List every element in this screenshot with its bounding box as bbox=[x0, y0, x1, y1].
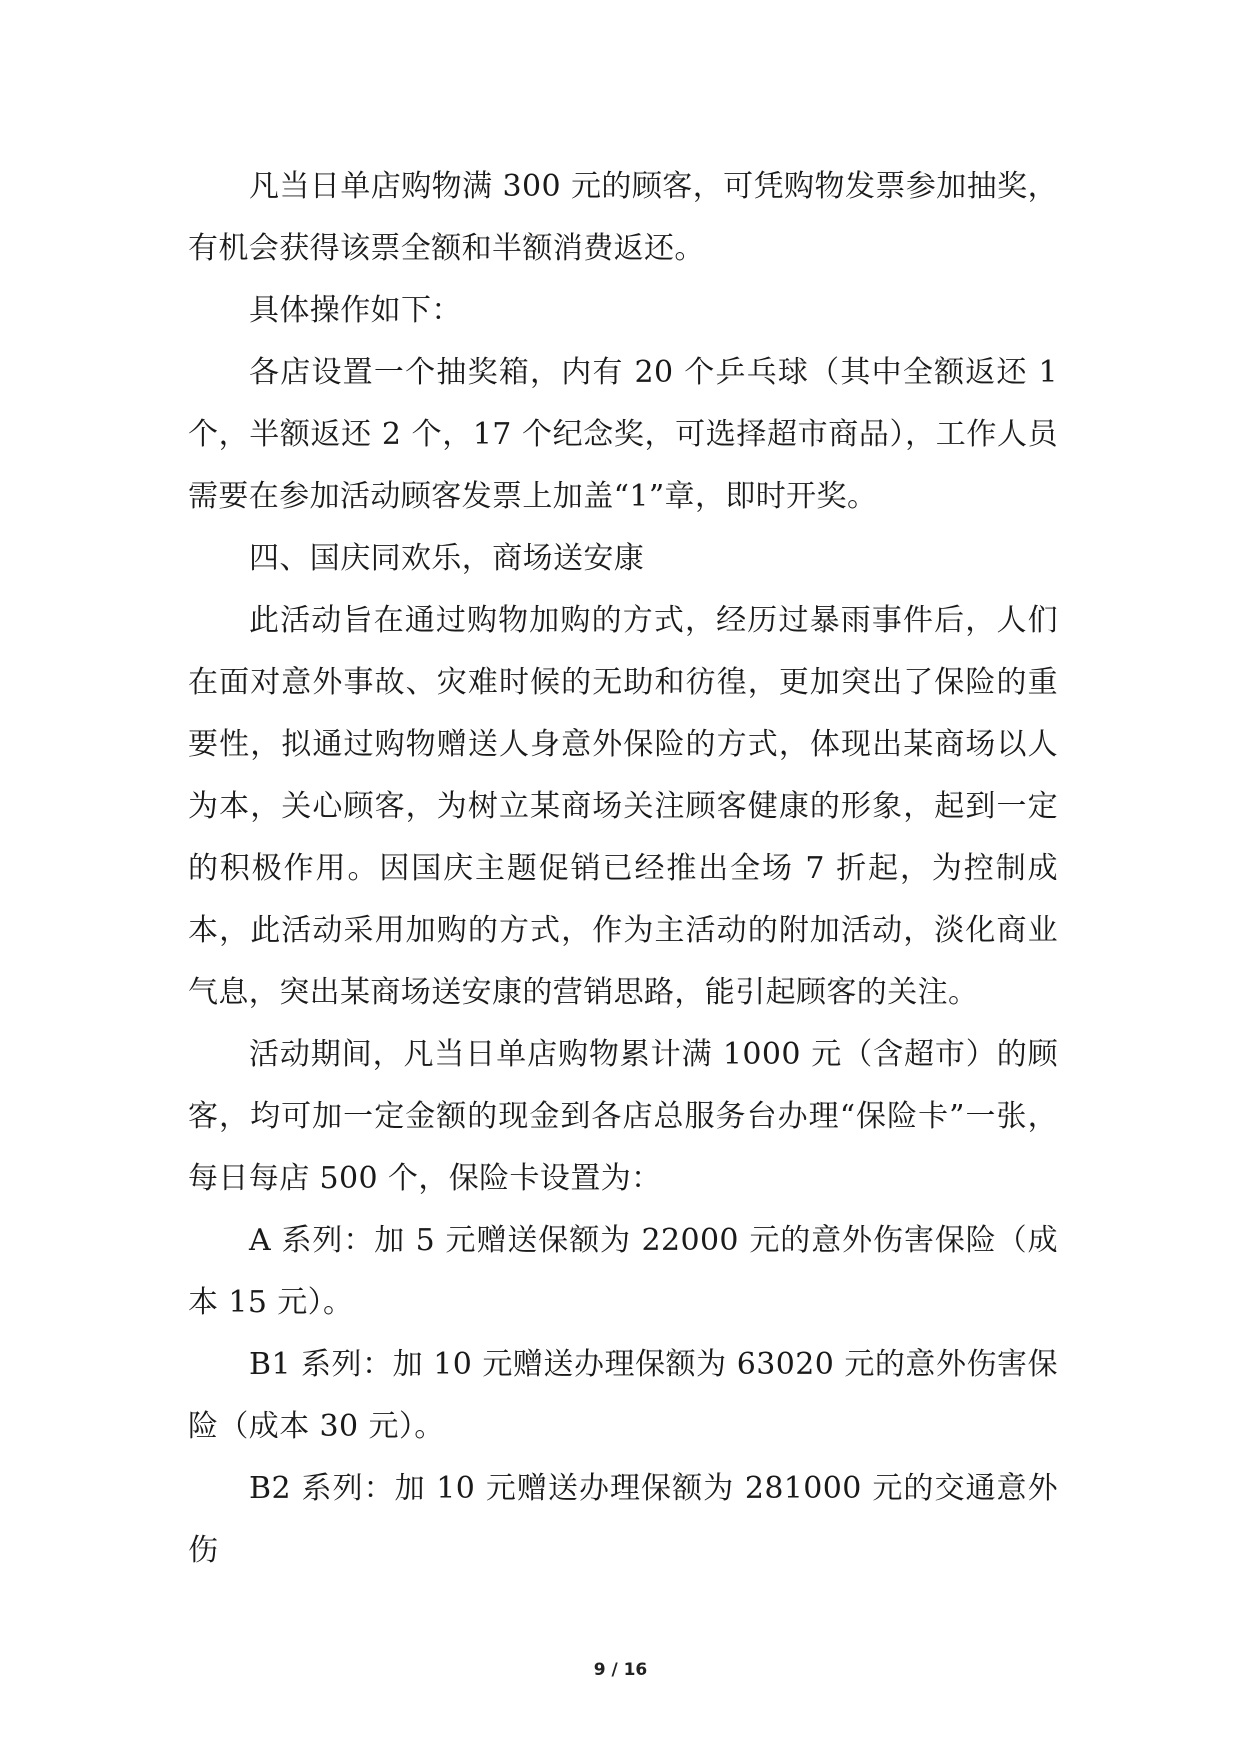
paragraph-lottery-box: 各店设置一个抽奖箱，内有 20 个乒乓球（其中全额返还 1 个，半额返还 2 个，17 个纪念奖，可选择超市商品），工作人员需要在参加活动顾客发票上加盖“1”章，即时开奖。 bbox=[188, 355, 1058, 514]
paragraph-insurance-card: 活动期间，凡当日单店购物累计满 1000 元（含超市）的顾客，均可加一定金额的现金到各店总服务台办理“保险卡”一张，每日每店 500 个，保险卡设置为： bbox=[188, 1037, 1058, 1196]
page-number: 9 / 16 bbox=[593, 1660, 648, 1680]
section-heading-four: 四、国庆同欢乐，商场送安康 bbox=[249, 541, 645, 576]
paragraph-operation-intro: 具体操作如下： bbox=[249, 293, 462, 328]
paragraph-series-a: A 系列：加 5 元赠送保额为 22000 元的意外伤害保险（成本 15 元）。 bbox=[188, 1223, 1058, 1320]
paragraph-series-b2: B2 系列：加 10 元赠送办理保额为 281000 元的交通意外伤 bbox=[188, 1471, 1058, 1568]
paragraph-lottery-rule: 凡当日单店购物满 300 元的顾客，可凭购物发票参加抽奖，有机会获得该票全额和半额消费返还。 bbox=[188, 169, 1058, 266]
paragraph-activity-purpose: 此活动旨在通过购物加购的方式，经历过暴雨事件后，人们在面对意外事故、灾难时候的无助和彷徨，更加突出了保险的重要性，拟通过购物赠送人身意外保险的方式，体现出某商场以人为本，关心顾客，为树立某商场关注顾客健康的形象，起到一定的积极作用。因国庆主题促销已经推出全场 7 折起，为控制成本，此活动采用加购的方式，作为主活动的附加活动，淡化商业气息，突出某商场送安康的营销思路，能引起顾客的关注。 bbox=[188, 603, 1058, 1010]
paragraph-series-b1: B1 系列：加 10 元赠送办理保额为 63020 元的意外伤害保险（成本 30 元）。 bbox=[188, 1347, 1058, 1444]
document-body bbox=[188, 156, 1058, 1582]
